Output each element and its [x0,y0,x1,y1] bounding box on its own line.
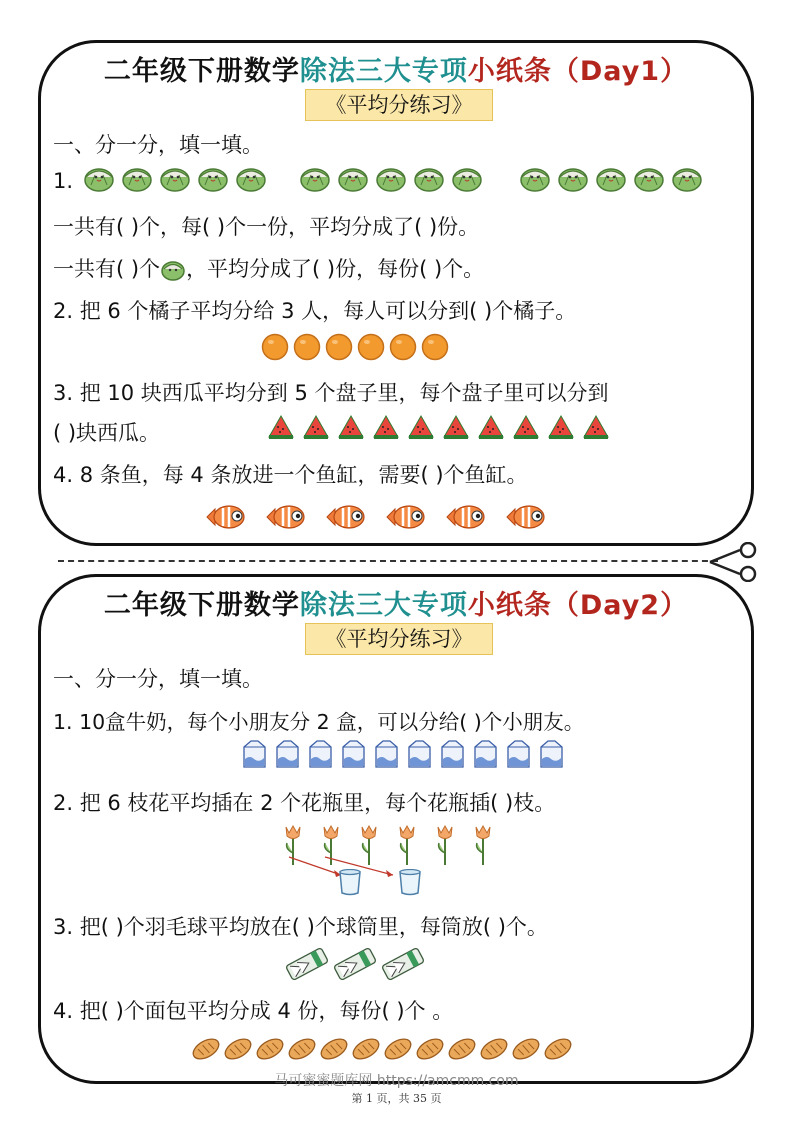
tulip-icon [471,823,493,867]
bread-icon [543,1035,574,1063]
orange-row [261,333,449,361]
bread-icon [447,1035,478,1063]
milk-box-icon [373,739,399,769]
milk-box-icon [439,739,465,769]
fish-row [205,501,547,533]
question-3: 3. 把( )个羽毛球平均放在( )个球筒里，每筒放( )个。 [53,915,548,939]
subtitle-banner: 《平均分练习》 [305,89,493,121]
fish-icon [265,501,307,533]
orange-icon [325,333,353,361]
shuttlecock-tube-icon [285,947,329,981]
zongzi-icon [451,163,483,193]
zongzi-icon [299,163,331,193]
zongzi-group-2 [299,163,483,193]
fish-icon [205,501,247,533]
question-2: 2. 把 6 个橘子平均分给 3 人，每人可以分到( )个橘子。 [53,299,577,323]
q1-line2-part-a: 一共有( )个 [53,257,161,281]
zongzi-icon [83,163,115,193]
orange-icon [293,333,321,361]
zongzi-icon [159,163,191,193]
vase-icon [397,869,423,897]
q1-line2-part-b: ，平均分成了( )份，每份( )个。 [186,257,485,281]
watermark-text: 马可蜜蜜题库网 https://amcmm.com [274,1073,519,1089]
zongzi-group-3 [519,163,703,193]
orange-icon [357,333,385,361]
vase-icon [337,869,363,897]
title-part-grade: 二年级下册数学 [103,56,300,87]
question-3-line-2: ( )块西瓜。 [53,421,161,445]
orange-icon [261,333,289,361]
vase-row [337,869,423,897]
section-heading: 一、分一分，填一填。 [53,133,263,157]
bread-icon [351,1035,382,1063]
orange-icon [389,333,417,361]
subtitle-banner: 《平均分练习》 [305,623,493,655]
watermelon-row [267,413,610,439]
watermelon-icon [337,413,365,439]
page-number: 第 1 页，共 35 页 [351,1092,442,1105]
watermelon-icon [267,413,295,439]
question-1: 1. 10盒牛奶，每个小朋友分 2 盒，可以分给( )个小朋友。 [53,710,585,734]
question-2: 2. 把 6 枝花平均插在 2 个花瓶里，每个花瓶插( )枝。 [53,791,556,815]
zongzi-icon [197,163,229,193]
milk-box-icon [241,739,267,769]
fish-icon [325,501,367,533]
card-title [41,49,751,88]
bread-icon [511,1035,542,1063]
milk-box-icon [274,739,300,769]
bread-icon [319,1035,350,1063]
zongzi-icon [413,163,445,193]
zongzi-icon [121,163,153,193]
zongzi-icon [595,163,627,193]
worksheet-card-day1 [38,40,754,546]
bread-icon [479,1035,510,1063]
watermelon-icon [442,413,470,439]
question-1-line-1: 一共有( )个，每( )个一份，平均分成了( )份。 [53,215,480,239]
bread-icon [415,1035,446,1063]
bread-icon [191,1035,222,1063]
watermelon-icon [547,413,575,439]
section-heading: 一、分一分，填一填。 [53,667,263,691]
watermelon-icon [582,413,610,439]
shuttlecock-tube-icon [381,947,425,981]
zongzi-icon [671,163,703,193]
zongzi-icon [375,163,407,193]
watermelon-icon [407,413,435,439]
title-part-day: 小纸条（Day1） [467,56,689,87]
zongzi-icon [633,163,665,193]
milk-box-icon [406,739,432,769]
title-part-topic: 除法三大专项 [299,56,468,87]
watermelon-icon [372,413,400,439]
milk-box-icon [538,739,564,769]
zongzi-group-1 [83,163,267,193]
question-1-line-2 [53,253,484,283]
zongzi-icon [235,163,267,193]
milk-box-icon [340,739,366,769]
zongzi-icon [519,163,551,193]
milk-box-icon [307,739,333,769]
title-part-topic: 除法三大专项 [299,590,468,621]
question-4: 4. 把( )个面包平均分成 4 份，每份( )个 。 [53,999,454,1023]
title-part-day: 小纸条（Day2） [467,590,689,621]
milk-row [241,739,564,769]
zongzi-icon [557,163,589,193]
zongzi-icon [337,163,369,193]
bread-icon [255,1035,286,1063]
milk-box-icon [505,739,531,769]
question-3-line-1: 3. 把 10 块西瓜平均分到 5 个盘子里，每个盘子里可以分到 [53,381,609,405]
fish-icon [445,501,487,533]
shuttlecock-tube-row [285,947,425,981]
fish-icon [505,501,547,533]
bread-icon [287,1035,318,1063]
orange-icon [421,333,449,361]
milk-box-icon [472,739,498,769]
fish-icon [385,501,427,533]
bread-row [191,1035,574,1063]
question-1-number: 1. [53,169,74,193]
card-title [41,583,751,622]
title-part-grade: 二年级下册数学 [103,590,300,621]
bread-icon [223,1035,254,1063]
question-4: 4. 8 条鱼，每 4 条放进一个鱼缸，需要( )个鱼缸。 [53,463,528,487]
watermelon-icon [302,413,330,439]
watermelon-icon [477,413,505,439]
worksheet-card-day2 [38,574,754,1084]
bread-icon [383,1035,414,1063]
zongzi-icon [160,258,186,282]
watermelon-icon [512,413,540,439]
cut-line [58,560,718,562]
shuttlecock-tube-icon [333,947,377,981]
